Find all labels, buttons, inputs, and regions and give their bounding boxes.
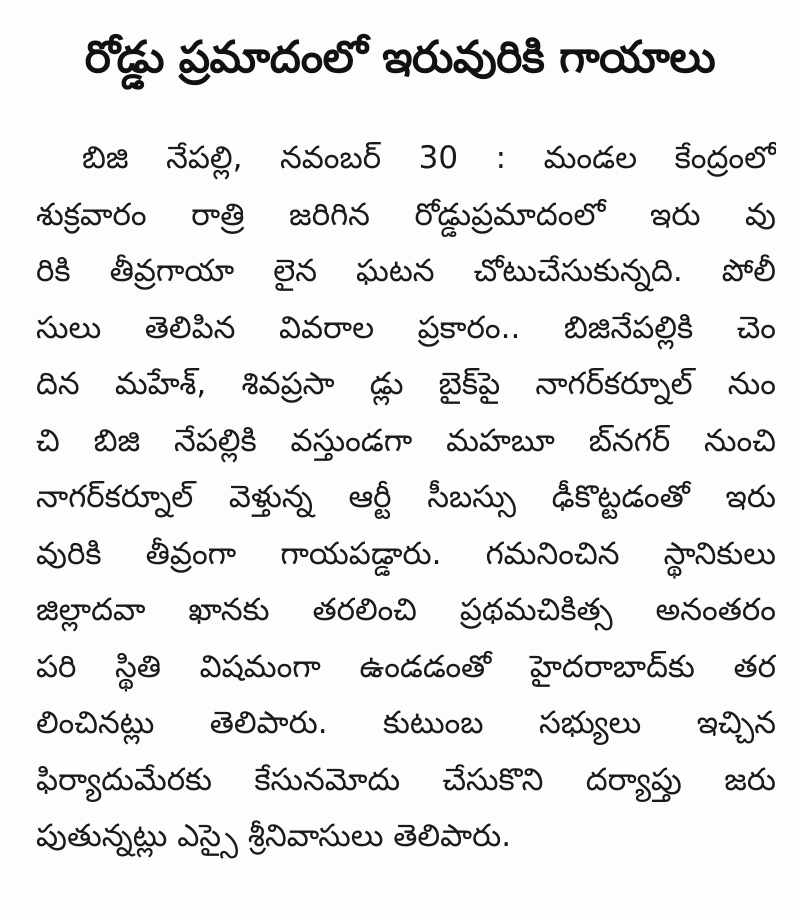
article-line: దిన మహేశ్, శివప్రసా డ్లు బైక్‌పై నాగర్‌కర్నూల్ నుం (36, 366, 776, 402)
article-body (36, 130, 776, 865)
article-line: బిజి నేపల్లి, నవంబర్ 30 : మండల కేంద్రంలో (82, 140, 776, 176)
article-line: లించినట్లు తెలిపారు. కుటుంబ సభ్యులు ఇచ్చిన (36, 705, 776, 741)
article-line: చి బిజి నేపల్లికి వస్తుండగా మహబూ బ్‌నగర్ నుంచి (36, 422, 776, 459)
article-line: పుతున్నట్లు ఎస్సై శ్రీనివాసులు తెలిపారు. (36, 818, 512, 854)
article-line: శుక్రవారం రాత్రి జరిగిన రోడ్డుప్రమాదంలో ఇరు వు (36, 196, 776, 233)
article-line: ఫిర్యాదుమేరకు కేసునమోదు చేసుకొని దర్యాప్తు జరు (36, 761, 776, 798)
article-line: వురికి తీవ్రంగా గాయపడ్డారు. గమనించిన స్థానికులు (36, 535, 776, 572)
article-headline: రోడ్డు ప్రమాదంలో ఇరువురికి గాయాలు (84, 32, 716, 83)
article-line: నాగర్‌కర్నూల్ వెళ్తున్న ఆర్టీ సీబస్సు ఢీకొట్టడంతో ఇరు (36, 479, 776, 515)
article-line: రికి తీవ్రగాయా లైన ఘటన చోటుచేసుకున్నది. పోలీ (36, 253, 776, 289)
article-line: జిల్లాదవా ఖానకు తరలించి ప్రథమచికిత్స అనంతరం (36, 592, 776, 628)
article-line: పరి స్థితి విషమంగా ఉండడంతో హైదరాబాద్‌కు తర (36, 648, 776, 685)
article-line: సులు తెలిపిన వివరాల ప్రకారం.. బిజినేపల్లికి చెం (36, 309, 776, 346)
